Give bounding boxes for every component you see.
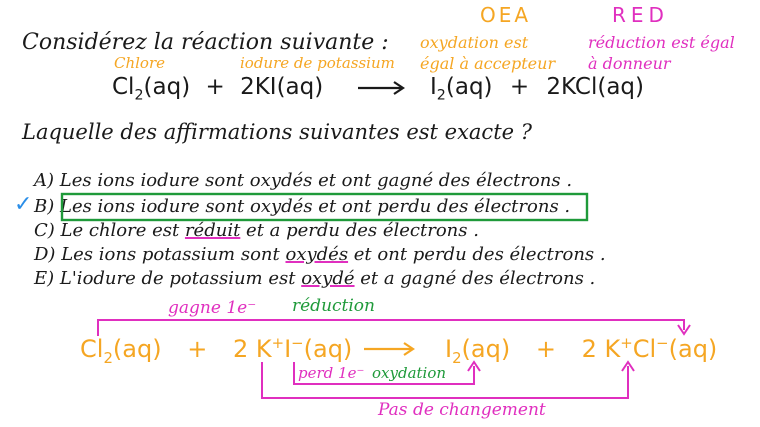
check-icon: ✓ bbox=[14, 192, 33, 217]
oea-line1: oxydation est bbox=[420, 33, 529, 52]
oea-title: OEA bbox=[480, 3, 532, 27]
ion-i2-sub: 2 bbox=[452, 348, 462, 367]
eq-i2: I bbox=[430, 74, 437, 100]
option-d-text-u: oxydés bbox=[285, 244, 349, 265]
eq-2ki: 2KI bbox=[240, 74, 277, 100]
label-chlore: Chlore bbox=[114, 54, 166, 72]
question-text: Laquelle des affirmations suivantes est exacte ? bbox=[22, 120, 532, 144]
option-e-text-b: et a gagné des électrons . bbox=[354, 268, 596, 289]
label-iodure: iodure de potassium bbox=[240, 54, 395, 72]
ion-cl-state: (aq) bbox=[668, 335, 718, 363]
note-reduction: réduction bbox=[292, 296, 375, 316]
option-a-letter: A) bbox=[34, 170, 55, 191]
note-gain: gagne 1e⁻ bbox=[168, 298, 257, 318]
option-b-text: Les ions iodure sont oxydés et ont perdu des électrons . bbox=[59, 196, 571, 217]
ion-k2: 2 K bbox=[581, 335, 621, 363]
ion-k2-sup: + bbox=[620, 334, 633, 352]
eq-2kcl-state: (aq) bbox=[597, 74, 644, 100]
eq-plus2: + bbox=[509, 74, 530, 100]
eq-i2-sub: 2 bbox=[436, 87, 446, 104]
reaction-arrow bbox=[358, 82, 403, 94]
option-d-text-b: et ont perdu des électrons . bbox=[348, 244, 606, 265]
ion-plus2: + bbox=[535, 335, 556, 363]
red-title: RED bbox=[612, 3, 669, 27]
note-lose: perd 1e⁻ bbox=[298, 364, 365, 382]
red-line1: réduction est égal bbox=[588, 33, 735, 52]
option-c-letter: C) bbox=[34, 220, 55, 241]
option-e-text-u: oxydé bbox=[301, 268, 355, 289]
option-c-text-u: réduit bbox=[184, 220, 241, 241]
prompt-text: Considérez la réaction suivante : bbox=[22, 30, 389, 55]
ion-k: 2 K bbox=[232, 335, 272, 363]
eq-2kcl: 2KCl bbox=[546, 74, 598, 100]
ionic-arrow bbox=[364, 343, 413, 355]
eq-cl2-state: (aq) bbox=[143, 74, 191, 100]
eq-plus1: + bbox=[205, 74, 225, 100]
option-b-letter: B) bbox=[34, 196, 55, 217]
eq-2ki-state: (aq) bbox=[276, 74, 324, 100]
ion-cl-sup: − bbox=[656, 334, 669, 352]
red-line2: à donneur bbox=[588, 54, 671, 73]
oxidation-bracket bbox=[294, 362, 474, 384]
ion-i: I bbox=[284, 335, 292, 363]
ion-i2: I bbox=[445, 335, 453, 363]
correct-answer-box bbox=[59, 194, 587, 220]
oea-line2: égal à accepteur bbox=[420, 54, 556, 73]
option-c-text-b: et a perdu des électrons . bbox=[240, 220, 479, 241]
note-no-change: Pas de changement bbox=[378, 400, 546, 420]
option-e-text-a: L'iodure de potassium est bbox=[59, 268, 302, 289]
eq-cl2: Cl bbox=[112, 74, 135, 100]
ion-i-sup: − bbox=[291, 334, 304, 352]
no-change-bracket bbox=[262, 362, 628, 398]
ion-cl: Cl bbox=[632, 335, 657, 363]
option-a-text: Les ions iodure sont oxydés et ont gagné des électrons . bbox=[59, 170, 573, 191]
eq-cl2-sub: 2 bbox=[134, 87, 144, 104]
option-d-letter: D) bbox=[34, 244, 56, 265]
ion-cl2-sub: 2 bbox=[103, 348, 113, 367]
reduction-bracket bbox=[98, 320, 684, 336]
ion-cl2-state: (aq) bbox=[112, 335, 162, 363]
option-c-text-a: Le chlore est bbox=[60, 220, 185, 241]
eq-i2-state: (aq) bbox=[445, 74, 493, 100]
ion-plus1: + bbox=[187, 335, 208, 363]
ion-i2-state: (aq) bbox=[461, 335, 511, 363]
ion-cl2: Cl bbox=[80, 335, 104, 363]
option-d-text-a: Les ions potassium sont bbox=[61, 244, 286, 265]
option-e-letter: E) bbox=[34, 268, 55, 289]
ion-i-state: (aq) bbox=[303, 335, 353, 363]
ion-k-sup: + bbox=[271, 334, 285, 352]
note-oxidation: oxydation bbox=[372, 364, 447, 382]
